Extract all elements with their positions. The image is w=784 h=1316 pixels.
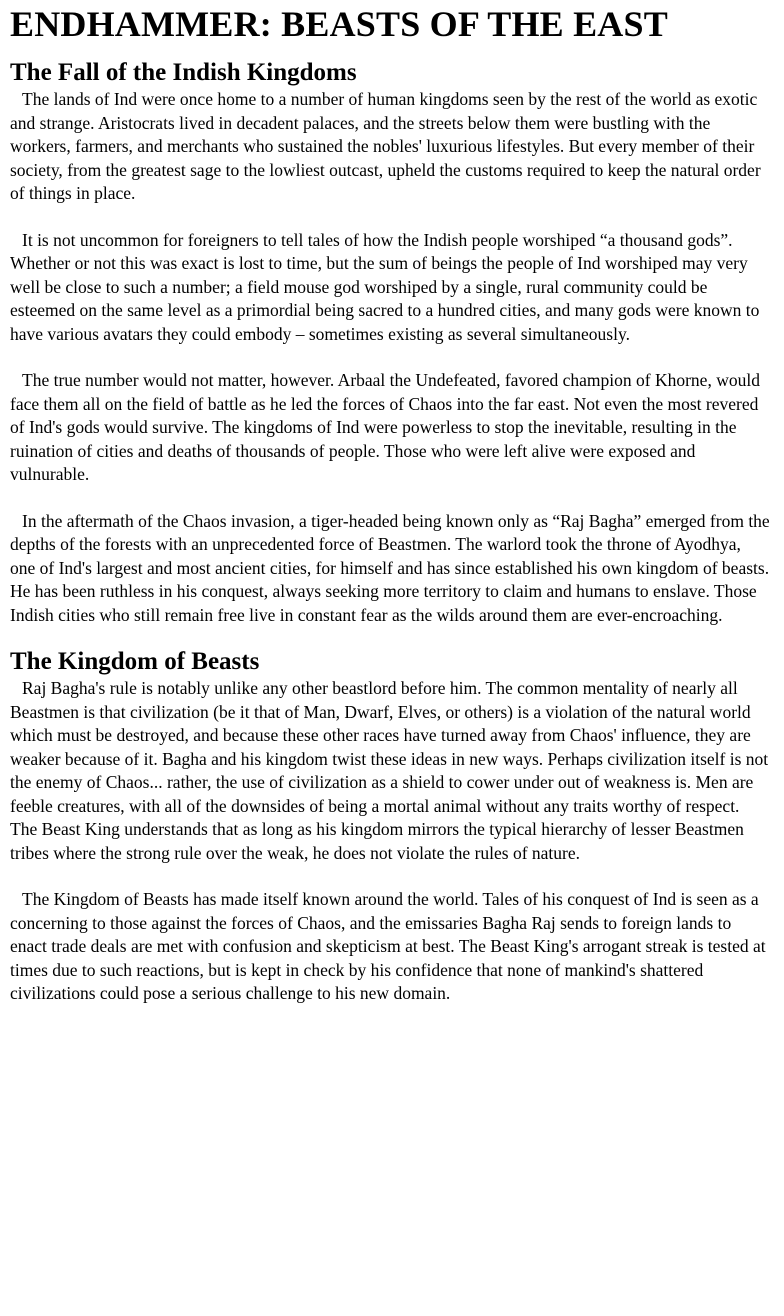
- paragraph: The true number would not matter, however. Arbaal the Undefeated, favored champion of Khorne, would face them all on the field of battle as he led the forces of Chaos into the far east. Not even the most revered of Ind's gods would survive. The kingdoms of Ind were powerless to stop the inevitable, resulting in the ruination of cities and deaths of thousands of people. Those who were left alive were exposed and vulnurable.: [10, 370, 760, 484]
- paragraph: The lands of Ind were once home to a number of human kingdoms seen by the rest of the world as exotic and strange. Aristocrats lived in decadent palaces, and the streets below them were bustling with the workers, farmers, and merchants who sustained the nobles' luxurious lifestyles. But every member of their society, from the greatest sage to the lowliest outcast, upheld the customs required to keep the natural order of things in place.: [10, 89, 761, 203]
- paragraph: It is not uncommon for foreigners to tell tales of how the Indish people worshiped “a thousand gods”. Whether or not this was exact is lost to time, but the sum of beings the people of Ind worshiped may very well be close to such a number; a field mouse god worshiped by a single, rural community could be esteemed on the same level as a primordial being sacred to a hundred cities, and many gods were known to have various avatars they could embody – sometimes existing as several simultaneously.: [10, 229, 760, 344]
- section-heading: The Kingdom of Beasts: [10, 648, 260, 675]
- section-fall-of-indish-kingdoms: [10, 58, 770, 627]
- paragraph: Raj Bagha's rule is notably unlike any other beastlord before him. The common mentality of nearly all Beastmen is that civilization (be it that of Man, Dwarf, Elves, or others) is a violation of the natural world which must be destroyed, and because these other races have turned away from Chaos' influence, they are weaker because of it. Bagha and his kingdom twist these ideas in new ways. Perhaps civilization itself is not the enemy of Chaos... rather, the use of civilization as a shield to cower under out of weakness is. Men are feeble creatures, with all of the downsides of being a mortal animal without any traits worthy of respect. The Beast King understands that as long as his kingdom mirrors the typical hierarchy of lesser Beastmen tribes where the strong rule over the weak, he does not violate the rules of nature.: [10, 678, 769, 863]
- document-title: ENDHAMMER: BEASTS OF THE EAST: [10, 4, 668, 44]
- section-kingdom-of-beasts: [10, 647, 770, 1006]
- section-heading: The Fall of the Indish Kingdoms: [10, 59, 357, 86]
- paragraph: In the aftermath of the Chaos invasion, a tiger-headed being known only as “Raj Bagha” emerged from the depths of the forests with an unprecedented force of Beastmen. The warlord took the throne of Ayodhya, one of Ind's largest and most ancient cities, for himself and has since established his own kingdom of beasts. He has been ruthless in his conquest, always seeking more territory to claim and humans to enslave. Those Indish cities who still remain free live in constant fear as the wilds around them are ever-encroaching.: [10, 510, 770, 625]
- paragraph: The Kingdom of Beasts has made itself known around the world. Tales of his conquest of Ind is seen as a concerning to those against the forces of Chaos, and the emissaries Bagha Raj sends to foreign lands to enact trade deals are met with confusion and skepticism at best. The Beast King's arrogant streak is tested at times due to such reactions, but is kept in check by his confidence that none of mankind's shattered civilizations could pose a serious challenge to his new domain.: [10, 889, 766, 1003]
